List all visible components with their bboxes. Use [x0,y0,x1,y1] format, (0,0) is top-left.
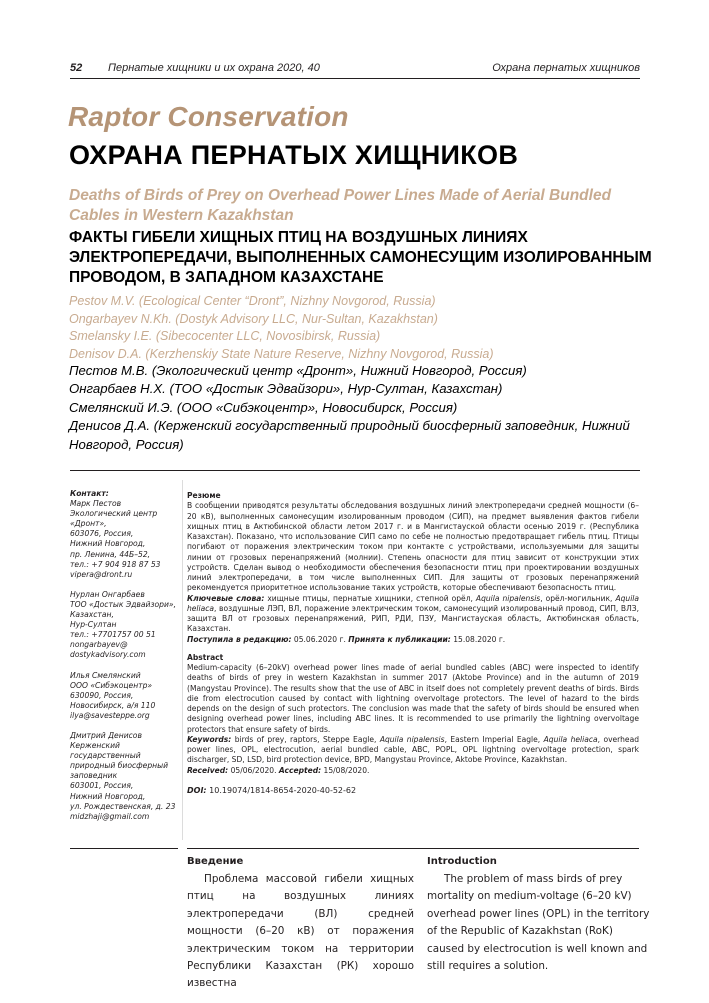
contact-entry: Илья Смелянский ООО «Сибэкоцентр» 630090, Россия, Новосибирск, а/я 110 ilya@savesteppe.org [70,670,156,720]
intro-text-ru: Проблема массовой гибели хищных птиц на воздушных линиях электропередачи (ВЛ) средней мощности (6–20 кВ) от поражения электрическим током на территории Республики Казахстан (РК) хорошо известна [187,873,414,990]
author-en: Pestov M.V. (Ecological Center “Dront”, Nizhny Novgorod, Russia) [69,294,436,308]
section-name: Охрана пернатых хищников [492,62,640,74]
column-divider [182,480,183,840]
accepted-label: Accepted: [278,765,322,775]
intro-heading-en: Introduction [427,856,497,867]
divider [70,848,178,849]
abstract-keywords [187,735,639,766]
resume-keywords [187,594,639,635]
article-title-ru: ФАКТЫ ГИБЕЛИ ХИЩНЫХ ПТИЦ НА ВОЗДУШНЫХ ЛИНИЯХ ЭЛЕКТРОПЕРЕДАЧИ, ВЫПОЛНЕННЫХ САМОНЕСУЩИМ ИЗОЛИРОВАННЫМ ПРОВОДОМ, В ЗАПАДНОМ КАЗАХСТАНЕ [69,229,652,286]
keyword-latin: Aquila nipalensis [379,734,445,744]
keyword-latin: Aquila heliaca [187,593,640,613]
abstract-heading: Abstract [187,652,224,662]
received-value: 05.06.2020 г. [291,634,349,644]
received-value: 05/06/2020. [228,765,279,775]
author-en: Ongarbayev N.Kh. (Dostyk Advisory LLC, Nur-Sultan, Kazakhstan) [69,311,438,326]
resume-text: В сообщении приводятся результаты обследования воздушных линий электропередачи средней мощности (6–20 кВ), выполненных самонесущим изолированным проводом (СИП), на предмет выявления фактов гибели хищных птиц в Актюбинской области летом 2017 г. и в Мангистауской области осенью 2019 г. (Республика Казахстан). Показано, что использование СИП само по себе не полностью предотвращает гибель птиц. Птицы погибают от поражения электрическим током при контакте с устройствами, используемыми для защиты линии от грозовых перенапряжений (молнии). Степень опасности для птиц зависит от конструкции этих устройств. Сделан вывод о необходимости обеспечения безопасности птиц при проектировании воздушных линий электропередачи, в том числе выполненных СИП. Для защиты от грозовых перенапряжений рекомендуется приоритетное использование таких устройств, которые обеспечивают безопасность птиц. [187,501,639,593]
accepted-value: 15.08.2020 г. [450,634,506,644]
rubric-title-en: Raptor Conservation [68,101,349,132]
accepted-label: Принята к публикации: [348,634,451,644]
keywords-text: , overhead power lines, OPL, electrocution, aerial bundled cable, ABC, POPL, OPL lightning overvoltage protection, spark discharger, SD, LSD, bird protection device, BPD, Mangystau Province, Aktobe Province, Kazakhstan. [187,734,639,765]
intro-column-en [427,856,650,975]
keywords-text: , орёл-могильник, [540,593,616,603]
rubric-title-ru: ОХРАНА ПЕРНАТЫХ ХИЩНИКОВ [69,140,519,170]
keywords-text: , Eastern Imperial Eagle, [444,734,544,744]
keyword-latin: Aquila heliaca [543,734,598,744]
author-ru: Онгарбаев Н.Х. (ТОО «Достык Эдвайзори», Нур-Султан, Казахстан) [69,381,503,397]
keywords-text: , воздушные ЛЭП, ВЛ, поражение электрическим током, самонесущий изолированный провод, СИП, ВЛЗ, защита ВЛ от грозовых перенапряжений, РИП, РДИ, ПЗУ, Мангистауская область, Актюбинская область, Казахстан. [187,603,639,634]
keywords-text: birds of prey, raptors, Steppe Eagle, [231,734,380,744]
doi-label: DOI: [187,785,207,795]
abstract-block [187,491,639,796]
journal-name: Пернатые хищники и их охрана 2020, 40 [108,62,320,74]
contact-entry: Марк Пестов Экологический центр «Дронт», 603076, Россия, Нижний Новгород, пр. Ленина, 44Б–52, тел.: +7 904 918 87 53 vipera@dront.ru [70,499,161,579]
resume-heading: Резюме [187,491,221,500]
contacts-sidebar [70,489,180,832]
keywords-label: Keywords: [187,734,232,744]
author-ru: Денисов Д.А. (Керженский государственный природный биосферный заповедник, Нижний Новгород, Россия) [69,418,630,452]
author-ru: Смелянский И.Э. (ООО «Сибэкоцентр», Новосибирск, Россия) [69,399,458,415]
intro-heading-ru: Введение [187,856,244,867]
received-label: Поступила в редакцию: [187,634,292,644]
contact-entry: Нурлан Онгарбаев ТОО «Достык Эдвайзори», Казахстан, Нур-Султан тел.: +7701757 00 51 nongarbayev@ dostykadvisory.com [70,589,177,660]
received-label: Received: [187,765,229,775]
article-title-en: Deaths of Birds of Prey on Overhead Power Lines Made of Aerial Bundled Cables in Western Kazakhstan [69,187,612,224]
doi-value: 10.19074/1814-8654-2020-40-52-62 [206,785,357,795]
doi [187,786,639,796]
authors-en [69,293,659,363]
abstract-dates [187,766,639,776]
author-en: Smelansky I.E. (Sibecocenter LLC, Novosibirsk, Russia) [69,329,381,343]
author-ru: Пестов М.В. (Экологический центр «Дронт», Нижний Новгород, Россия) [69,363,527,378]
keywords-text: хищные птицы, пернатые хищники, степной орёл, [264,593,476,603]
contacts-label: Контакт: [70,489,109,498]
divider [187,848,639,849]
author-en: Denisov D.A. (Kerzhenskiy State Nature Reserve, Nizhny Novgorod, Russia) [69,346,494,361]
abstract-text: Medium-capacity (6–20kV) overhead power lines made of aerial bundled cables (ABC) were inspected to identify deaths of birds of prey in western Kazakhstan in summer 2017 (Aktobe Province) and in the autumn of 2019 (Mangystau Province). The results show that the use of ABC in itself does not completely prevent deaths of birds. Birds die from electrocution caused by contact with lightning overvoltage protectors. The level of hazard to the birds depends on the design of such protectors. The conclusion was made that the safety of birds should be ensured when designing overhead power lines, including ABC lines. It is recommended to use primarily the lightning overvoltage protectors that ensure safety of birds. [187,663,639,734]
running-head [70,61,640,79]
contact-entry: Дмитрий Денисов Керженский государственный природный биосферный заповедник 603001, Россия, Нижний Новгород, ул. Рождественская, д. 23 midzhaji@gmail.com [70,730,176,821]
accepted-value: 15/08/2020. [321,765,370,775]
page-number: 52 [70,62,83,74]
resume-dates [187,635,639,645]
authors-ru [69,362,659,454]
keywords-label: Ключевые слова: [187,593,265,603]
divider [70,470,640,471]
intro-column-ru [187,856,414,993]
intro-text-en: The problem of mass birds of prey mortality on medium-voltage (6–20 kV) overhead power lines (OPL) in the territory of the Republic of Kazakhstan (RoK) caused by electrocution is well known and still requires a solution. [427,873,650,973]
keyword-latin: Aquila nipalensis [475,593,541,603]
